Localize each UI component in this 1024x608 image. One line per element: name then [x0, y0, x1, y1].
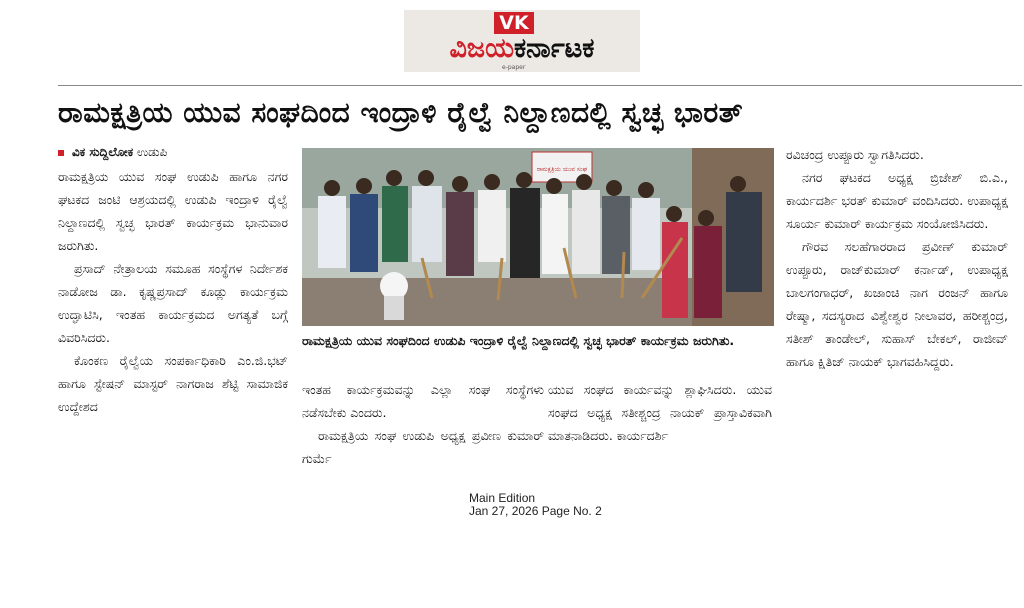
article-column-4: [548, 378, 772, 478]
paragraph: ರಾಮಕ್ಷತ್ರಿಯ ಯುವ ಸಂಘ ಉಡುಪಿ ಹಾಗೂ ನಗರ ಘಟಕದ ಜಂಟಿ ಆಶ್ರಯದಲ್ಲಿ ಉಡುಪಿ ಇಂದ್ರಾಳಿ ರೈಲ್ವೆ ನಿಲ್ದಾಣದಲ್ಲಿ ಸ್ವಚ್ಛ ಭಾರತ್ ಕಾರ್ಯಕ್ರಮ ಭಾನುವಾರ ಜರುಗಿತು.: [58, 169, 288, 253]
epaper-tagline: e-paper: [502, 64, 526, 71]
article-headline: ರಾಮಕ್ಷತ್ರಿಯ ಯುವ ಸಂಘದಿಂದ ಇಂದ್ರಾಳಿ ರೈಲ್ವೆ ನಿಲ್ದಾಣದಲ್ಲಿ ಸ್ವಚ್ಛ ಭಾರತ್: [58, 96, 744, 129]
vk-logo: VK: [494, 12, 534, 34]
paragraph: ಇಂತಹ ಕಾರ್ಯಕ್ರಮವನ್ನು ಎಲ್ಲಾ ಸಂಘ ಸಂಸ್ಥೆಗಳು ನಡೆಸಬೇಕು ಎಂದರು.: [302, 382, 544, 420]
article-column-5: [786, 143, 1008, 477]
event-photo-illustration: [302, 148, 774, 326]
byline-source: ವಿಕ ಸುದ್ದಿಲೋಕ: [72, 145, 134, 159]
paragraph: ರವಿಚಂದ್ರ ಉಪ್ಪೂರು ಸ್ವಾಗತಿಸಿದರು.: [786, 147, 924, 162]
paragraph: ಪ್ರಸಾದ್ ನೇತ್ರಾಲಯ ಸಮೂಹ ಸಂಸ್ಥೆಗಳ ನಿರ್ದೇಶಕ ನಾಡೋಜ ಡಾ. ಕೃಷ್ಣಪ್ರಸಾದ್ ಕೂಡ್ಲು ಕಾರ್ಯಕ್ರಮ ಉದ್ಘಾಟಿಸಿ, ಇಂತಹ ಕಾರ್ಯಕ್ರಮದ ಅಗತ್ಯತೆ ಬಗ್ಗೆ ವಿವರಿಸಿದರು.: [58, 261, 288, 345]
article-column-3: [302, 378, 544, 478]
masthead-logo: [404, 10, 640, 72]
header-divider: [58, 85, 1022, 86]
photo-caption: ರಾಮಕ್ಷತ್ರಿಯ ಯುವ ಸಂಘದಿಂದ ಉಡುಪಿ ಇಂದ್ರಾಳಿ ರೈಲ್ವೆ ನಿಲ್ದಾಣದಲ್ಲಿ ಸ್ವಚ್ಛ ಭಾರತ್ ಕಾರ್ಯಕ್ರಮ ಜರುಗಿತು.: [302, 333, 735, 348]
article-photo: [302, 148, 774, 326]
paragraph: ರಾಮಕ್ಷತ್ರಿಯ ಸಂಘ ಉಡುಪಿ ಅಧ್ಯಕ್ಷ ಪ್ರವೀಣ ಕುಮಾರ್ ಗುರ್ಮೆ: [302, 428, 544, 466]
paragraph: ನಗರ ಘಟಕದ ಅಧ್ಯಕ್ಷ ಬ್ರಿಜೇಶ್ ಬಿ.ಎ., ಕಾರ್ಯದರ್ಶಿ ಭರತ್ ಕುಮಾರ್ ವಂದಿಸಿದರು. ಉಪಾಧ್ಯಕ್ಷ ಸೂರ್ಯ ಕುಮಾರ್ ಕಾರ್ಯಕ್ರಮ ಸಂಯೋಜಿಸಿದರು.: [786, 170, 1008, 231]
newspaper-name-part2: ಕರ್ನಾಟಕ: [514, 33, 595, 64]
paragraph: ಗೌರವ ಸಲಹೆಗಾರರಾದ ಪ್ರವೀಣ್ ಕುಮಾರ್ ಉಪ್ಪೂರು, ರಾಜ್‌ಕುಮಾರ್ ಕರ್ನಾಡ್, ಉಪಾಧ್ಯಕ್ಷ ಬಾಲಗಂಗಾಧರ್, ಖಜಾಂಚಿ ನಾಗ ರಂಜನ್ ಹಾಗೂ ರೇಷ್ಮಾ, ಸದಸ್ಯರಾದ ವಿಶ್ವೇಶ್ವರ ನೀಲಾವರ, ಹರೀಶ್ಚಂದ್ರ, ಸತೀಶ್ ತಾಂಡೇಲ್, ಸುಹಾಸ್ ಬೇಕಲ್, ರಾಜೀವ್ ಹಾಗೂ ಕ್ಷಿತಿಜ್ ನಾಯಕ್ ಭಾಗವಹಿಸಿದ್ದರು.: [786, 239, 1008, 369]
edition-name: Main Edition: [469, 491, 536, 505]
bullet-square-icon: [58, 150, 64, 156]
article-column-1: [58, 165, 288, 477]
photo-banner-text: ರಾಮಕ್ಷತ್ರಿಯ ಯುವ ಸಂಘ: [536, 166, 588, 173]
byline: [58, 144, 298, 160]
edition-date-page: Jan 27, 2026 Page No. 2: [469, 504, 602, 518]
edition-info: [469, 492, 669, 518]
newspaper-name-part1: ವಿಜಯ: [449, 33, 514, 64]
byline-place: ಉಡುಪಿ: [136, 145, 168, 159]
paragraph: ಕೊಂಕಣ ರೈಲ್ವೆಯ ಸಂಪರ್ಕಾಧಿಕಾರಿ ಎಂ.ಜಿ.ಭಟ್ ಹಾಗೂ ಸ್ಟೇಷನ್ ಮಾಸ್ಟರ್ ನಾಗರಾಜ ಶೆಟ್ಟಿ ಸಾಮಾಜಿಕ ಉದ್ದೇಶದ: [58, 353, 288, 414]
newspaper-name: [408, 32, 636, 66]
paragraph: ಯುವ ಸಂಘದ ಕಾರ್ಯವನ್ನು ಶ್ಲಾಘಿಸಿದರು. ಯುವ ಸಂಘದ ಅಧ್ಯಕ್ಷ ಸತೀಶ್ಚಂದ್ರ ನಾಯಕ್ ಪ್ರಾಸ್ತಾವಿಕವಾಗಿ ಮಾತನಾಡಿದರು. ಕಾರ್ಯದರ್ಶಿ: [548, 382, 772, 443]
